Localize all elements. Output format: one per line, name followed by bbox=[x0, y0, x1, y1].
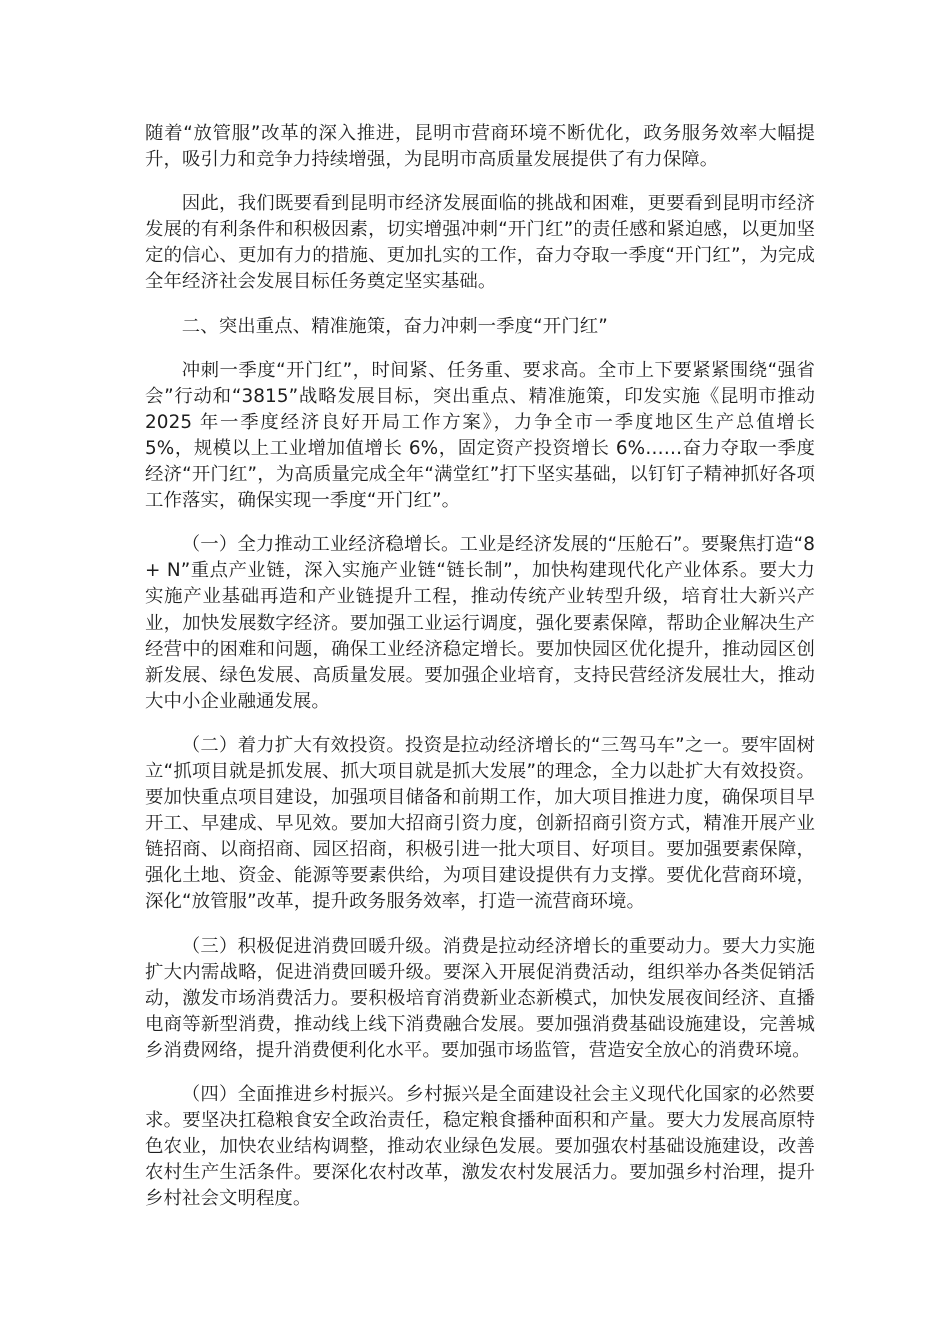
paragraph-consumption: （三）积极促进消费回暖升级。消费是拉动经济增长的重要动力。要大力实施扩大内需战略，促进消费回暖升级。要深入开展促消费活动，组织举办各类促销活动，激发市场消费活力。要积极培育消费新业态新模式，加快发展夜间经济、直播电商等新型消费，推动线上线下消费融合发展。要加强消费基础设施建设，完善城乡消费网络，提升消费便利化水平。要加强市场监管，营造安全放心的消费环境。 bbox=[145, 935, 815, 1061]
paragraph-intro-continuation: 随着“放管服”改革的深入推进，昆明市营商环境不断优化，政务服务效率大幅提升，吸引力和竞争力持续增强，为昆明市高质量发展提供了有力保障。 bbox=[145, 123, 815, 171]
paragraph-rural-revitalization: （四）全面推进乡村振兴。乡村振兴是全面建设社会主义现代化国家的必然要求。要坚决扛稳粮食安全政治责任，稳定粮食播种面积和产量。要大力发展高原特色农业，加快农业结构调整，推动农业绿色发展。要加强农村基础设施建设，改善农村生产生活条件。要深化农村改革，激发农村发展活力。要加强乡村治理，提升乡村社会文明程度。 bbox=[145, 1084, 815, 1210]
paragraph-section-overview: 冲刺一季度“开门红”，时间紧、任务重、要求高。全市上下要紧紧围绕“强省会”行动和“3815”战略发展目标，突出重点、精准施策，印发实施《昆明市推动 2025 年一季度经济良好开局工作方案》，力争全市一季度地区生产总值增长 5%，规模以上工业增加值增长 6%，固定资产投资增长 6%……奋力夺取一季度经济“开门红”，为高质量完成全年“满堂红”打下坚实基础，以钉钉子精神抓好各项工作落实，确保实现一季度“开门红”。 bbox=[145, 359, 815, 512]
section-heading: 二、突出重点、精准施策，奋力冲刺一季度“开门红” bbox=[181, 315, 608, 337]
document-body bbox=[145, 121, 815, 1230]
paragraph-industry: （一）全力推动工业经济稳增长。工业是经济发展的“压舱石”。要聚焦打造“8 + N”重点产业链，深入实施产业链“链长制”，加快构建现代化产业体系。要大力实施产业基础再造和产业链提升工程，推动传统产业转型升级，培育壮大新兴产业，加快发展数字经济。要加强工业运行调度，强化要素保障，帮助企业解决生产经营中的困难和问题，确保工业经济稳定增长。要加快园区优化提升，推动园区创新发展、绿色发展、高质量发展。要加强企业培育，支持民营经济发展壮大，推动大中小企业融通发展。 bbox=[145, 534, 815, 712]
paragraph-conclusion: 因此，我们既要看到昆明市经济发展面临的挑战和困难，更要看到昆明市经济发展的有利条件和积极因素，切实增强冲刺“开门红”的责任感和紧迫感，以更加坚定的信心、更加有力的措施、更加扎实的工作，奋力夺取一季度“开门红”，为完成全年经济社会发展目标任务奠定坚实基础。 bbox=[145, 193, 815, 293]
paragraph-investment: （二）着力扩大有效投资。投资是拉动经济增长的“三驾马车”之一。要牢固树立“抓项目就是抓发展、抓大项目就是抓大发展”的理念，全力以赴扩大有效投资。要加快重点项目建设，加强项目储备和前期工作，加大项目推进力度，确保项目早开工、早建成、早见效。要加大招商引资力度，创新招商引资方式，精准开展产业链招商、以商招商、园区招商，积极引进一批大项目、好项目。要加强要素保障，强化土地、资金、能源等要素供给，为项目建设提供有力支撑。要优化营商环境，深化“放管服”改革，提升政务服务效率，打造一流营商环境。 bbox=[145, 734, 815, 913]
